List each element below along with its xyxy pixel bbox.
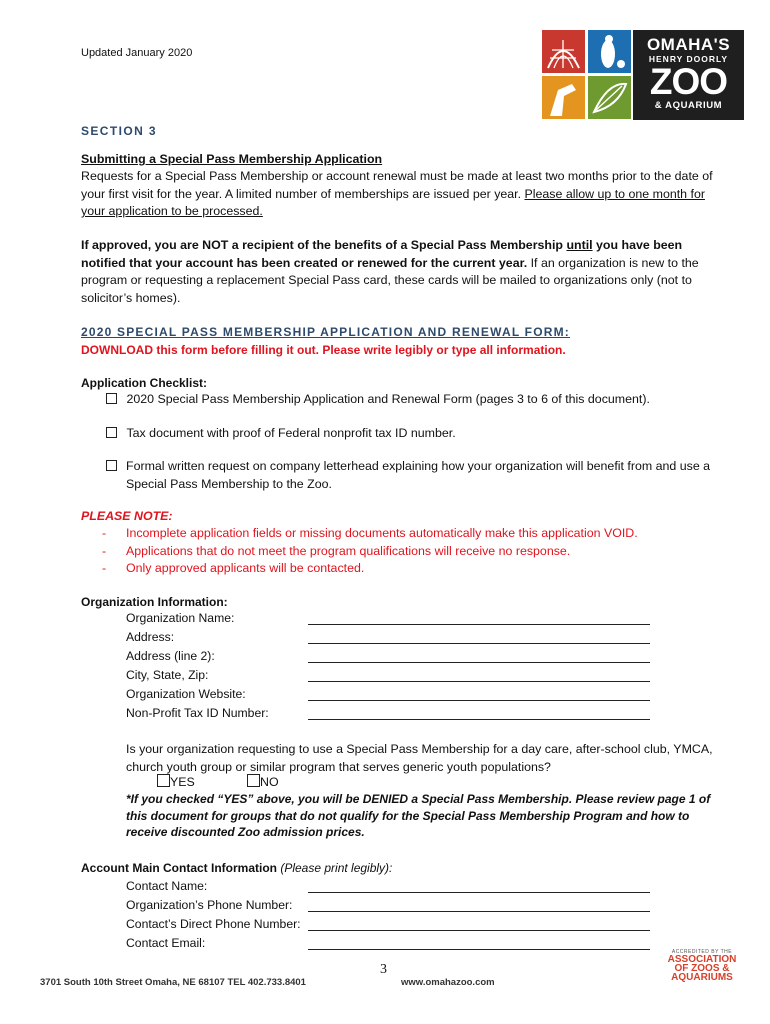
note-dash: -	[102, 526, 107, 540]
note-dash: -	[102, 544, 107, 558]
logo-line-3: ZOO	[649, 61, 728, 102]
yes-option[interactable]	[157, 774, 195, 792]
updated-date: Updated January 2020	[81, 47, 193, 59]
form-title: 2020 SPECIAL PASS MEMBERSHIP APPLICATION AND RENEWAL FORM:	[81, 325, 570, 339]
paragraph-2-text: If an organization is new to the program or requesting a replacement Special Pass card, these cards will be mailed to organizations only (not to solicitor’s homes).	[81, 255, 699, 305]
leaf-icon	[588, 76, 631, 119]
paragraph-1-text: Requests for a Special Pass Membership or account renewal must be made at least two months prior to the date of your first visit for the year. A limited number of memberships are issued per year.	[81, 169, 713, 201]
aza-line-2: OF ZOOS &	[674, 963, 730, 974]
org-info-label: Organization Information:	[81, 595, 228, 609]
aza-logo	[662, 949, 742, 982]
checklist-label: Application Checklist:	[81, 376, 208, 390]
yes-label: YES	[170, 775, 195, 789]
address-2-field[interactable]	[308, 662, 650, 663]
contact-name-field[interactable]	[308, 892, 650, 893]
logo-line-1: OMAHA'S	[646, 35, 731, 54]
contact-info-label	[81, 860, 392, 878]
aza-accredited: ACCREDITED BY THE	[671, 949, 733, 955]
logo-line-4: & AQUARIUM	[654, 100, 723, 111]
checklist-item-label: Formal written request on company letterhead explaining how your organization will benefit from and use a Special Pass Membership to the Zoo.	[126, 459, 711, 491]
section-label: SECTION 3	[81, 124, 157, 138]
website-label: Organization Website:	[126, 687, 246, 701]
contact-name-label: Contact Name:	[126, 879, 208, 893]
note-dash: -	[102, 561, 107, 575]
checklist-item	[106, 458, 726, 491]
note-item: Incomplete application fields or missing documents automatically make this application VOID.	[126, 526, 638, 540]
contact-email-field[interactable]	[308, 949, 650, 950]
tax-id-field[interactable]	[308, 719, 650, 720]
giraffe-icon	[542, 76, 585, 119]
checklist-item-label: Tax document with proof of Federal nonprofit tax ID number.	[126, 426, 456, 440]
contact-email-label: Contact Email:	[126, 936, 206, 950]
checklist-item	[106, 391, 726, 409]
direct-phone-label: Contact’s Direct Phone Number:	[126, 917, 301, 931]
checklist-checkbox[interactable]	[106, 460, 117, 471]
paragraph-2-bold: If approved, you are NOT a recipient of the benefits of a Special Pass Membership	[81, 238, 567, 252]
yes-checkbox[interactable]	[157, 774, 170, 787]
logo-line-2: HENRY DOORLY	[648, 54, 729, 64]
note-item: Applications that do not meet the program qualifications will receive no response.	[126, 544, 571, 558]
city-state-zip-label: City, State, Zip:	[126, 668, 209, 682]
org-phone-field[interactable]	[308, 911, 650, 912]
website-field[interactable]	[308, 700, 650, 701]
contact-info-note: (Please print legibly):	[277, 861, 393, 875]
tax-id-label: Non-Profit Tax ID Number:	[126, 706, 269, 720]
address-field[interactable]	[308, 643, 650, 644]
penguin-icon	[588, 30, 631, 73]
aza-line-3: AQUARIUMS	[671, 972, 733, 983]
paragraph-1	[81, 168, 721, 221]
checklist-item-label: 2020 Special Pass Membership Application and Renewal Form (pages 3 to 6 of this document).	[126, 392, 650, 406]
direct-phone-field[interactable]	[308, 930, 650, 931]
no-checkbox[interactable]	[247, 774, 260, 787]
footer-website: www.omahazoo.com	[401, 977, 495, 988]
zoo-logo	[542, 30, 744, 120]
checklist-item	[106, 425, 726, 443]
footer-address: 3701 South 10th Street Omaha, NE 68107 TEL 402.733.8401	[40, 977, 306, 988]
org-name-label: Organization Name:	[126, 611, 235, 625]
section-heading: Submitting a Special Pass Membership Application	[81, 152, 383, 166]
paragraph-2	[81, 237, 721, 307]
address-2-label: Address (line 2):	[126, 649, 215, 663]
note-item: Only approved applicants will be contacted.	[126, 561, 365, 575]
youth-question: Is your organization requesting to use a Special Pass Membership for a day care, after-school club, YMCA, church youth group or similar program that serves generic youth populations?	[126, 742, 713, 774]
org-phone-label: Organization’s Phone Number:	[126, 898, 293, 912]
paragraph-2-until: until	[566, 238, 593, 252]
paragraph-1-underlined: Please allow up to one month for your application to be processed.	[81, 186, 705, 218]
aza-line-1: ASSOCIATION	[667, 954, 737, 965]
address-label: Address:	[126, 630, 175, 644]
city-state-zip-field[interactable]	[308, 681, 650, 682]
download-note: DOWNLOAD this form before filling it out. Please write legibly or type all information.	[81, 343, 566, 357]
checklist-checkbox[interactable]	[106, 393, 117, 404]
no-option[interactable]	[247, 774, 279, 792]
dome-icon	[542, 30, 585, 73]
paragraph-2-bold-end: you have been notified that your account has been created or renewed for the current year.	[81, 238, 683, 270]
no-label: NO	[260, 775, 279, 789]
please-note-label: PLEASE NOTE:	[81, 509, 173, 523]
denial-warning: *If you checked “YES” above, you will be DENIED a Special Pass Membership. Please review page 1 of this document for groups that do not qualify for the Special Pass Membership Program and how to receive discounted Zoo admission prices.	[126, 792, 711, 839]
page-number: 3	[380, 962, 387, 977]
logo-wordmark	[633, 30, 744, 120]
org-name-field[interactable]	[308, 624, 650, 625]
checklist-checkbox[interactable]	[106, 427, 117, 438]
contact-info-title: Account Main Contact Information	[81, 861, 277, 875]
